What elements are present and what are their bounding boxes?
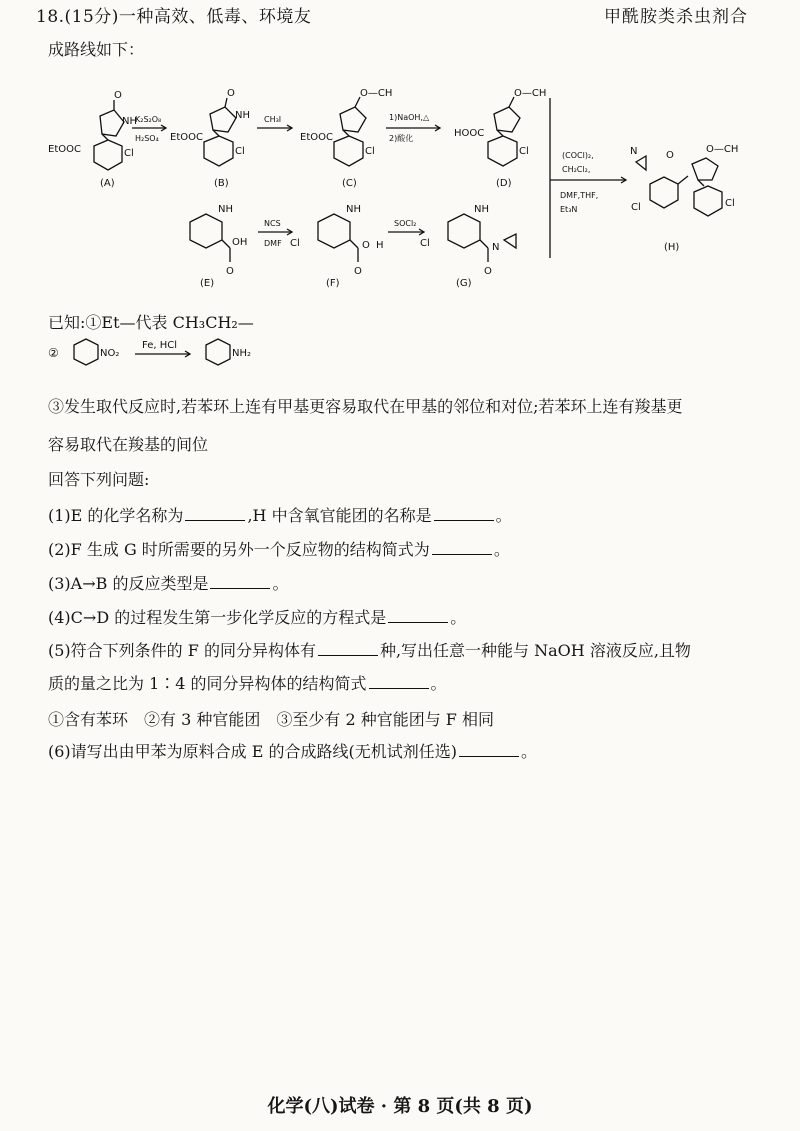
compound-d-structure: [488, 97, 520, 166]
compound-label-f: (F): [326, 278, 340, 289]
reagent-naoh: 1)NaOH,△: [389, 113, 430, 122]
reagent-k2s2o8: K₂S₂O₈: [135, 115, 162, 124]
question-4: [48, 605, 466, 628]
c-cl: Cl: [365, 146, 375, 157]
amino-group: NH₂: [232, 348, 252, 359]
a-oxygen: O: [114, 90, 122, 101]
question-3: [48, 571, 289, 594]
question-header-right: 甲酰胺类杀虫剂合: [604, 7, 748, 27]
g-nh2: NH: [474, 204, 489, 215]
reagent-dmf: DMF: [264, 239, 282, 248]
question-1-end: 。: [495, 506, 512, 525]
question-3-text: (3)A→B 的反应类型是: [48, 574, 209, 593]
known-info-item3-line2: 容易取代在羧基的间位: [48, 435, 209, 454]
e-oxygen: O: [226, 266, 234, 277]
compound-b-structure: [204, 98, 236, 166]
compound-c-structure: [334, 97, 366, 166]
g-oxygen: O: [484, 266, 492, 277]
question-2-text: (2)F 生成 G 时所需要的另外一个反应物的结构简式为: [48, 540, 430, 559]
g-n: N: [492, 242, 500, 253]
answer-blank-1a[interactable]: [185, 505, 245, 521]
question-5-part-b: 种,写出任意一种能与 NaOH 溶液反应,且物: [379, 641, 691, 660]
compound-label-c: (C): [342, 178, 357, 189]
known-reaction-label: ②: [48, 346, 59, 360]
d-och3: O—CH: [514, 88, 547, 99]
reaction-arrows: [132, 98, 626, 258]
compound-label-d: (D): [496, 178, 512, 189]
g-cl: Cl: [420, 238, 430, 249]
reagent-h2so4: H₂SO₄: [135, 134, 159, 143]
b-cl: Cl: [235, 146, 245, 157]
d-hooc: HOOC: [454, 128, 485, 139]
f-hydrogen: H: [376, 240, 384, 251]
compound-label-a: (A): [100, 178, 115, 189]
answer-blank-6[interactable]: [459, 741, 519, 757]
e-nh2: NH: [218, 204, 233, 215]
question-1-part-b: ,H 中含氧官能团的名称是: [247, 506, 432, 525]
h-cl-aryl: Cl: [631, 202, 641, 213]
f-nh2: NH: [346, 204, 361, 215]
a-etooc: EtOOC: [48, 144, 81, 155]
question-6-end: 。: [521, 742, 538, 761]
question-5-end: 。: [430, 674, 447, 693]
b-etooc: EtOOC: [170, 132, 203, 143]
answer-blank-3[interactable]: [210, 573, 270, 589]
b-oxygen: O: [227, 88, 235, 99]
h-och3: O—CH: [706, 144, 739, 155]
a-nh: NH: [122, 116, 137, 127]
h-n-amide: N: [630, 146, 638, 157]
a-cl: Cl: [124, 148, 134, 159]
f-cl: Cl: [290, 238, 300, 249]
question-4-end: 。: [450, 608, 467, 627]
answer-blank-1b[interactable]: [434, 505, 494, 521]
question-5-conditions: ①含有苯环 ②有 3 种官能团 ③至少有 2 种官能团与 F 相同: [48, 710, 494, 729]
question-2-end: 。: [493, 540, 510, 559]
question-3-end: 。: [272, 574, 289, 593]
nitro-group: NO₂: [100, 348, 120, 359]
reagent-acidify: 2)酸化: [389, 134, 414, 143]
page-footer: 化学(八)试卷 · 第 8 页(共 8 页): [267, 1096, 533, 1117]
route-intro: 成路线如下：: [48, 40, 145, 59]
answer-blank-5b[interactable]: [369, 673, 429, 689]
f-oxygen-carbonyl: O: [354, 266, 362, 277]
compound-f-structure: [318, 214, 358, 262]
question-4-text: (4)C→D 的过程发生第一步化学反应的方程式是: [48, 608, 387, 627]
question-1: [48, 503, 512, 526]
answer-blank-4[interactable]: [388, 607, 448, 623]
answer-blank-2[interactable]: [432, 539, 492, 555]
known-info-item3-line1: ③发生取代反应时,若苯环上连有甲基更容易取代在甲基的邻位和对位;若苯环上连有羧基更: [48, 397, 683, 416]
question-5-part-c: 质的量之比为 1∶4 的同分异构体的结构简式: [48, 674, 367, 693]
compound-e-structure: [190, 214, 230, 262]
known-info-title: 已知:①Et—代表 CH₃CH₂—: [48, 313, 254, 332]
compound-label-g: (G): [456, 278, 472, 289]
compound-label-b: (B): [214, 178, 229, 189]
question-1-part-a: (1)E 的化学名称为: [48, 506, 184, 525]
question-header-left: 18.(15分)一种高效、低毒、环境友: [36, 7, 312, 27]
reagent-dmf-thf: DMF,THF,: [560, 191, 599, 200]
reagent-ch3i: CH₃I: [264, 115, 282, 124]
question-6-text: (6)请写出由甲苯为原料合成 E 的合成路线(无机试剂任选): [48, 742, 458, 761]
question-6: [48, 739, 537, 762]
compound-label-h: (H): [664, 242, 680, 253]
e-oh: OH: [232, 237, 248, 248]
reagent-fe-hcl: Fe, HCl: [142, 340, 177, 351]
compound-h-structure: [636, 156, 722, 216]
reagent-oxalyl-chloride: (COCl)₂,: [562, 151, 594, 160]
question-5-line2: [48, 671, 447, 694]
compound-label-e: (E): [200, 278, 215, 289]
reagent-ncs: NCS: [264, 219, 281, 228]
reagent-et3n: Et₃N: [560, 205, 578, 214]
d-cl: Cl: [519, 146, 529, 157]
b-nh: NH: [235, 110, 250, 121]
h-cl-pyridine: Cl: [725, 198, 735, 209]
questions-prompt: 回答下列问题:: [48, 470, 150, 489]
question-2: [48, 537, 510, 560]
compound-g-structure: [448, 214, 516, 262]
answer-blank-5a[interactable]: [318, 640, 378, 656]
question-5-part-a: (5)符合下列条件的 F 的同分异构体有: [48, 641, 316, 660]
reagent-socl2: SOCl₂: [394, 219, 417, 228]
c-och3: O—CH: [360, 88, 393, 99]
compound-a-structure: [94, 100, 124, 170]
f-oxygen-hydroxyl: O: [362, 240, 370, 251]
reagent-dcm: CH₂Cl₂,: [562, 165, 591, 174]
h-oxygen: O: [666, 150, 674, 161]
question-5-line1: [48, 638, 691, 661]
c-etooc: EtOOC: [300, 132, 333, 143]
